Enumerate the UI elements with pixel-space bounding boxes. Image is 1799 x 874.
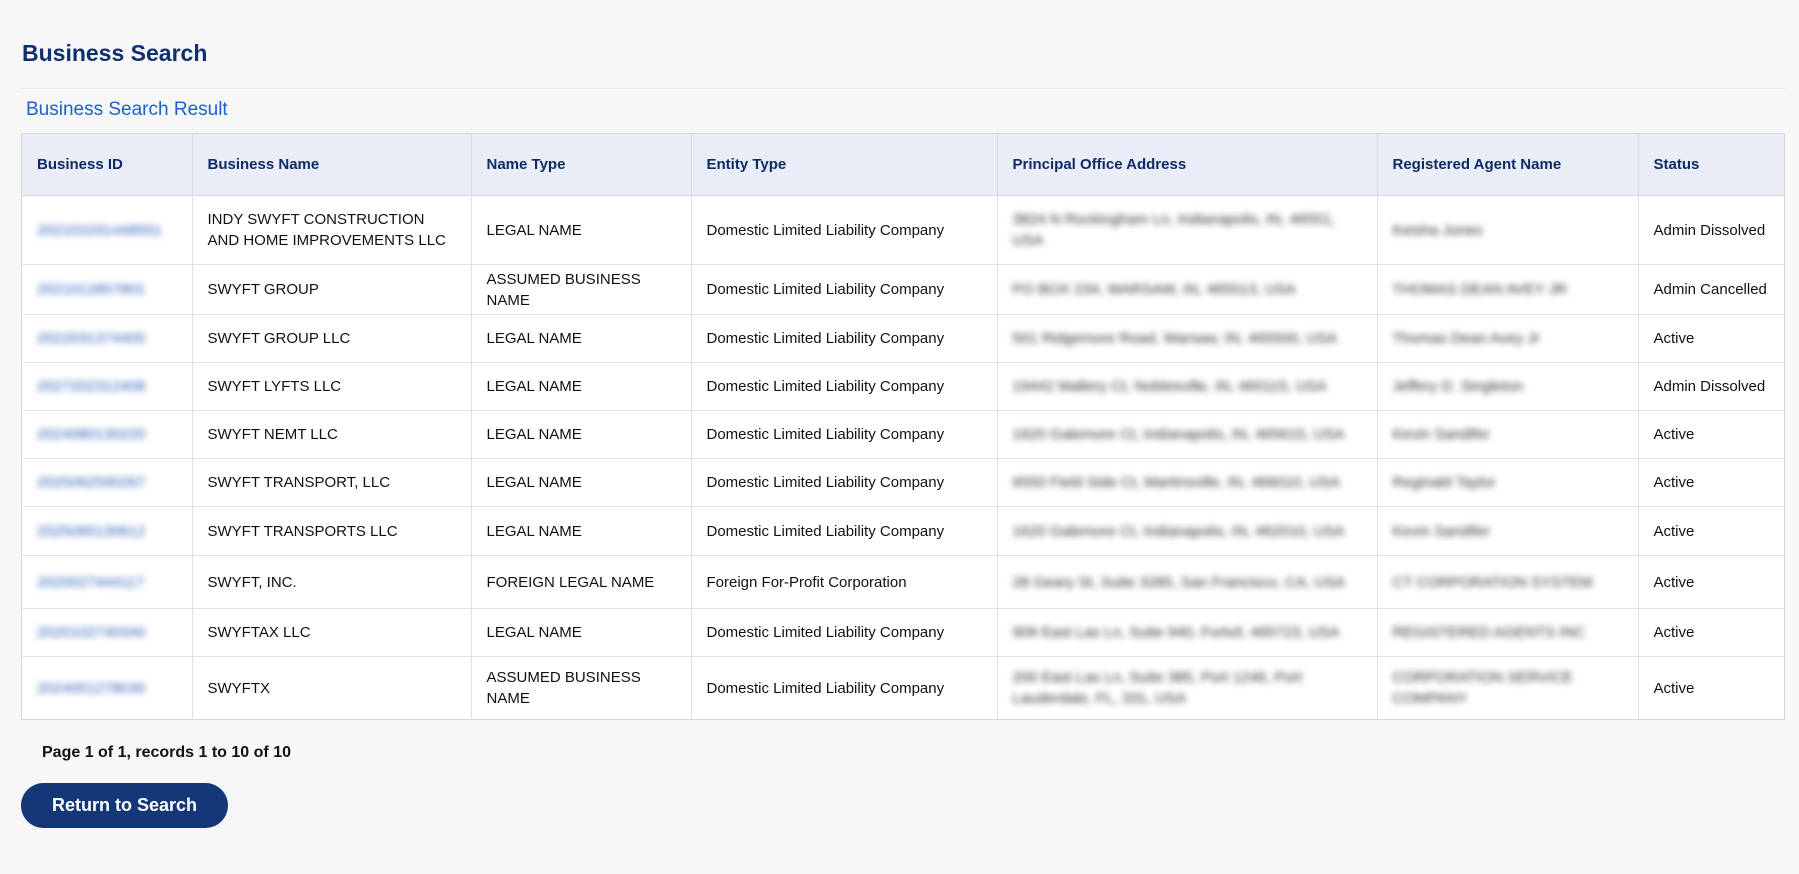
entity-type-cell: Domestic Limited Liability Company: [691, 196, 997, 265]
status-cell: Active: [1638, 411, 1784, 459]
business-name-cell: SWYFT TRANSPORT, LLC: [192, 459, 471, 507]
entity-type-cell: Domestic Limited Liability Company: [691, 315, 997, 363]
principal-office-address: 3824 N Rockingham Ln, Indianapolis, IN, 46551, USA: [1012, 211, 1336, 249]
page-title: Business Search: [22, 40, 208, 66]
table-row: [22, 556, 1784, 609]
business-name-cell: SWYFT LYFTS LLC: [192, 363, 471, 411]
principal-office-address: 1620 Galemore Ct, Indianapolis, IN, 465615, USA: [1012, 426, 1345, 443]
pagination-summary: Page 1 of 1, records 1 to 10 of 10: [42, 744, 291, 761]
business-name-cell: SWYFT, INC.: [192, 556, 471, 609]
table-row: [22, 507, 1784, 556]
status-cell: Active: [1638, 507, 1784, 556]
entity-type-cell: Domestic Limited Liability Company: [691, 265, 997, 315]
registered-agent-name: REGISTERED AGENTS INC: [1392, 624, 1586, 641]
column-header-principal-office-address: Principal Office Address: [997, 134, 1377, 196]
section-title: Business Search Result: [26, 99, 228, 120]
registered-agent-cell: [1377, 363, 1638, 411]
principal-office-address: 1620 Galemore Ct, Indianapolis, IN, 462010, USA: [1012, 522, 1345, 540]
table-row: [22, 265, 1784, 315]
return-to-search-button[interactable]: Return to Search: [21, 783, 228, 828]
principal-office-address: 501 Ridgemore Road, Warsaw, IN, 465500, USA: [1012, 330, 1338, 347]
business-id-cell: [22, 609, 192, 657]
registered-agent-cell: [1377, 459, 1638, 507]
table-row: [22, 363, 1784, 411]
principal-office-address-cell: [997, 265, 1377, 315]
registered-agent-name: Reginald Taylor: [1392, 474, 1496, 491]
principal-office-address-cell: [997, 507, 1377, 556]
business-id-cell: [22, 459, 192, 507]
principal-office-address: 6550 Field Side Ct, Martinsville, IN, 466010, USA: [1012, 474, 1341, 491]
business-id-link[interactable]: 2024080130220: [37, 426, 146, 443]
column-header-name-type: Name Type: [471, 134, 691, 196]
registered-agent-cell: [1377, 265, 1638, 315]
entity-type-cell: Domestic Limited Liability Company: [691, 507, 997, 556]
registered-agent-name: CORPORATION SERVICE COMPANY: [1392, 669, 1573, 708]
registered-agent-cell: [1377, 507, 1638, 556]
name-type-cell: FOREIGN LEGAL NAME: [471, 556, 691, 609]
registered-agent-name: Kevin Sandifer: [1392, 426, 1491, 443]
status-cell: Active: [1638, 556, 1784, 609]
entity-type-cell: Domestic Limited Liability Company: [691, 411, 997, 459]
column-header-business-id: Business ID: [22, 134, 192, 196]
principal-office-address: 909 East Las Ln, Suite 940, Fortvil, 465723, USA: [1012, 624, 1340, 641]
business-id-cell: [22, 411, 192, 459]
business-name-cell: INDY SWYFT CONSTRUCTION AND HOME IMPROVEMENTS LLC: [192, 196, 471, 265]
business-id-cell: [22, 363, 192, 411]
entity-type-cell: Foreign For-Profit Corporation: [691, 556, 997, 609]
status-cell: Active: [1653, 679, 1695, 697]
registered-agent-cell: [1377, 196, 1638, 265]
principal-office-address: 19442 Mallery Ct, Noblesville, IN, 460115, USA: [1012, 378, 1327, 395]
name-type-cell: ASSUMED BUSINESS NAME: [471, 265, 691, 315]
principal-office-address-cell: [997, 657, 1377, 720]
registered-agent-cell: [1377, 609, 1638, 657]
entity-type-cell: Domestic Limited Liability Company: [691, 459, 997, 507]
business-results-table: [21, 133, 1785, 720]
column-header-registered-agent-name: Registered Agent Name: [1377, 134, 1638, 196]
business-id-link[interactable]: 2020027444117: [37, 573, 145, 591]
business-id-cell: [22, 265, 192, 315]
name-type-cell: LEGAL NAME: [471, 315, 691, 363]
name-type-cell: LEGAL NAME: [471, 196, 691, 265]
table-row: [22, 196, 1784, 265]
business-id-link[interactable]: 2027202312408: [37, 378, 146, 395]
registered-agent-cell: [1377, 657, 1638, 720]
business-id-link[interactable]: 2021012857801: [37, 281, 146, 298]
table-row: [22, 609, 1784, 657]
business-id-link[interactable]: 2022031374405: [37, 330, 146, 347]
registered-agent-cell: [1377, 315, 1638, 363]
table-row: [22, 315, 1784, 363]
principal-office-address-cell: [997, 556, 1377, 609]
business-id-link[interactable]: 2024051278030: [37, 679, 146, 697]
principal-office-address-cell: [997, 315, 1377, 363]
status-cell: Admin Dissolved: [1638, 196, 1784, 265]
business-name-cell: SWYFT GROUP LLC: [192, 315, 471, 363]
registered-agent-name: Thomas Dean Avey Jr: [1392, 330, 1540, 347]
name-type-cell: LEGAL NAME: [471, 363, 691, 411]
entity-type-cell: Domestic Limited Liability Company: [691, 609, 997, 657]
business-id-cell: [22, 196, 192, 265]
business-name-cell: SWYFT TRANSPORTS LLC: [192, 507, 471, 556]
column-header-status: Status: [1638, 134, 1784, 196]
table-row: [22, 657, 1784, 720]
business-name-cell: SWYFT NEMT LLC: [192, 411, 471, 459]
entity-type-cell: Domestic Limited Liability Company: [691, 657, 997, 720]
registered-agent-name: Jeffery D. Singleton: [1392, 378, 1524, 395]
registered-agent-cell: [1377, 556, 1638, 609]
registered-agent-name: Keisha Jones: [1392, 221, 1483, 239]
registered-agent-name: THOMAS DEAN AVEY JR: [1392, 281, 1567, 298]
principal-office-address: 28 Geary St, Suite 3285, San Francisco, CA, USA: [1012, 573, 1346, 591]
header-row: [22, 134, 1784, 196]
principal-office-address-cell: [997, 196, 1377, 265]
table-row: [22, 411, 1784, 459]
principal-office-address: PO BOX 234, WARSAW, IN, 465513, USA: [1012, 281, 1296, 298]
business-name-cell: SWYFTX: [192, 657, 471, 720]
column-header-entity-type: Entity Type: [691, 134, 997, 196]
name-type-cell: LEGAL NAME: [471, 411, 691, 459]
business-id-cell: [22, 657, 192, 720]
table-body: [22, 196, 1784, 720]
entity-type-cell: Domestic Limited Liability Company: [691, 363, 997, 411]
business-id-cell: [22, 556, 192, 609]
name-type-cell: LEGAL NAME: [471, 507, 691, 556]
status-cell: Active: [1638, 459, 1784, 507]
principal-office-address: 200 East Las Ln, Suite 385, Port 1246, Port Lauderdale, FL, 331, USA: [1012, 669, 1302, 708]
principal-office-address-cell: [997, 609, 1377, 657]
principal-office-address-cell: [997, 363, 1377, 411]
business-id-link[interactable]: 2025062590267: [37, 474, 146, 491]
business-name-cell: SWYFT GROUP: [192, 265, 471, 315]
name-type-cell: LEGAL NAME: [471, 459, 691, 507]
registered-agent-name: CT CORPORATION SYSTEM: [1392, 573, 1593, 591]
business-id-cell: [22, 315, 192, 363]
status-cell: Admin Cancelled: [1638, 265, 1784, 315]
registered-agent-cell: [1377, 411, 1638, 459]
registered-agent-name: Kevin Sandifer: [1392, 522, 1491, 540]
status-cell: Active: [1638, 315, 1784, 363]
status-cell: Admin Dissolved: [1638, 363, 1784, 411]
principal-office-address-cell: [997, 411, 1377, 459]
status-cell: Active: [1638, 609, 1784, 657]
business-id-cell: [22, 507, 192, 556]
business-name-cell: SWYFTAX LLC: [192, 609, 471, 657]
principal-office-address-cell: [997, 459, 1377, 507]
name-type-cell: LEGAL NAME: [471, 609, 691, 657]
title-divider: [21, 88, 1785, 89]
table-row: [22, 459, 1784, 507]
table-header: [22, 134, 1784, 196]
business-id-link[interactable]: 2020102740340: [37, 624, 146, 641]
name-type-cell: ASSUMED BUSINESS NAME: [471, 657, 691, 720]
business-id-link[interactable]: 202101031448551: [37, 221, 163, 239]
column-header-business-name: Business Name: [192, 134, 471, 196]
results-table: [22, 134, 1784, 720]
business-id-link[interactable]: 2025060130612: [37, 522, 146, 540]
